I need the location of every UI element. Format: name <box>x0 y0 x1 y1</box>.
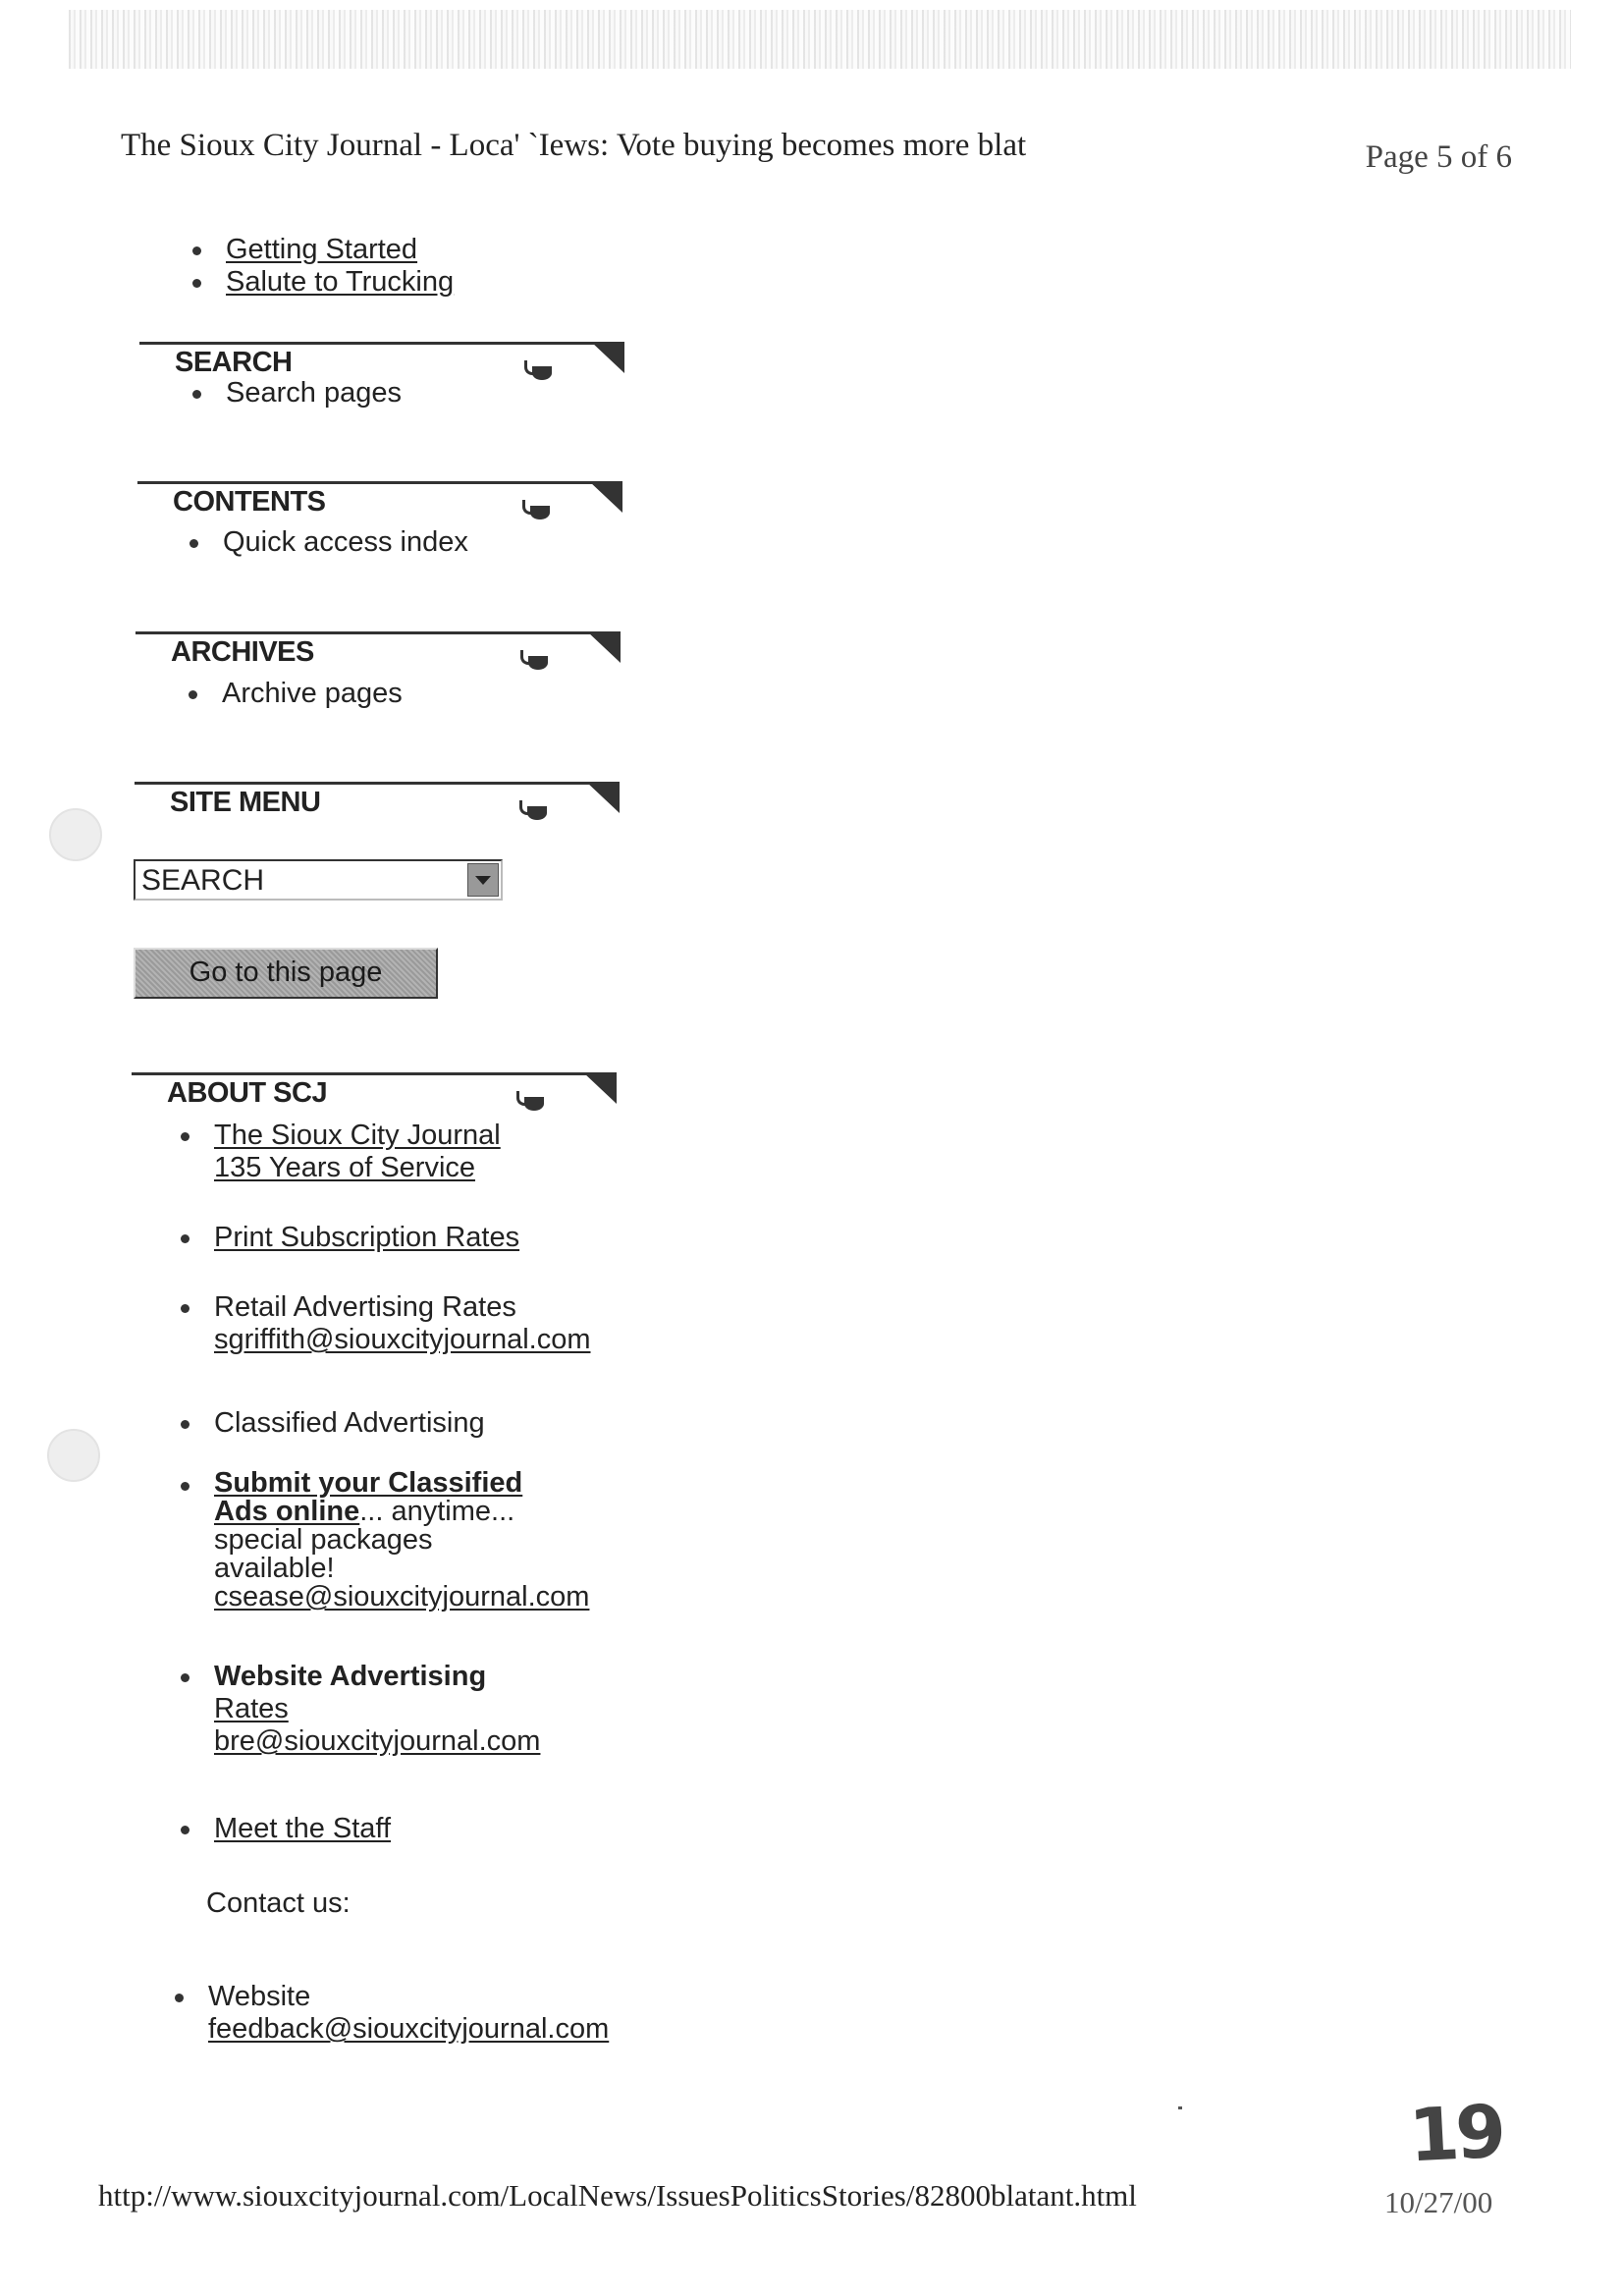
scroll-icon <box>527 806 547 820</box>
scroll-icon <box>524 1097 544 1111</box>
archives-section-header <box>135 631 617 683</box>
print-footer-url: http://www.siouxcityjournal.com/LocalNews/IssuesPoliticsStories/82800blatant.html <box>98 2178 1137 2213</box>
list-item <box>173 1407 591 1440</box>
list-item <box>185 234 454 266</box>
print-footer-date: 10/27/00 <box>1384 2185 1493 2219</box>
website-advertising-email-link[interactable]: bre@siouxcityjournal.com <box>214 1725 541 1757</box>
go-to-page-button[interactable]: Go to this page <box>134 948 438 999</box>
list-item <box>173 1661 591 1758</box>
list-item <box>173 1291 591 1356</box>
page-number: Page 5 of 6 <box>1365 139 1512 175</box>
retail-email-link[interactable]: sgriffith@siouxcityjournal.com <box>214 1324 591 1355</box>
getting-started-link[interactable]: Getting Started <box>226 234 418 265</box>
corner-triangle-icon <box>589 481 622 513</box>
available-text: available! <box>214 1553 335 1584</box>
salute-to-trucking-link[interactable]: Salute to Trucking <box>226 266 455 298</box>
list-item <box>173 1469 591 1612</box>
link-line: 135 Years of Service <box>214 1152 476 1183</box>
contents-list <box>182 526 468 559</box>
link-line: The Sioux City Journal <box>214 1120 501 1151</box>
about-section-header <box>132 1072 613 1124</box>
corner-triangle-icon <box>587 631 621 663</box>
print-title: The Sioux City Journal - Loca' `Iews: Vote buying becomes more blat <box>121 128 1027 163</box>
contact-us-label: Contact us: <box>206 1887 351 1919</box>
list-item <box>185 377 402 410</box>
search-pages-link[interactable]: Search pages <box>226 377 402 409</box>
search-list <box>185 377 402 410</box>
corner-triangle-icon <box>583 1072 617 1104</box>
contact-list <box>167 1981 609 2046</box>
corner-triangle-icon <box>591 342 624 373</box>
contents-heading: CONTENTS <box>173 486 326 518</box>
submit-classified-text: ... anytime... <box>359 1496 515 1527</box>
classified-advertising-label: Classified Advertising <box>214 1407 485 1439</box>
handwritten-page-number: 19 <box>1406 2089 1505 2179</box>
list-item <box>167 1981 609 2046</box>
site-menu-select[interactable] <box>134 859 503 901</box>
list-item <box>182 526 468 559</box>
archives-heading: ARCHIVES <box>171 636 314 668</box>
print-subscription-rates-link[interactable]: Print Subscription Rates <box>214 1222 520 1253</box>
list-item <box>185 266 454 299</box>
quick-access-index-link[interactable]: Quick access index <box>223 526 468 558</box>
list-item <box>173 1813 591 1845</box>
select-value: SEARCH <box>141 864 265 897</box>
list-item <box>173 1120 591 1184</box>
scroll-icon <box>532 366 552 380</box>
top-links-list <box>185 234 454 299</box>
scan-speck <box>1178 2106 1182 2109</box>
site-menu-section-header <box>135 782 616 834</box>
about-list <box>173 1120 591 1845</box>
link-line: Ads online <box>214 1496 360 1527</box>
website-advertising-label: Website Advertising <box>214 1661 487 1692</box>
corner-triangle-icon <box>586 782 620 813</box>
archives-list <box>181 678 403 710</box>
search-heading: SEARCH <box>175 347 293 378</box>
website-rates-link[interactable]: Rates <box>214 1693 289 1724</box>
archive-pages-link[interactable]: Archive pages <box>222 678 403 709</box>
sioux-city-journal-link[interactable] <box>214 1120 501 1183</box>
feedback-email-link[interactable]: feedback@siouxcityjournal.com <box>208 2013 610 2045</box>
chevron-down-icon[interactable] <box>467 863 499 897</box>
scan-noise-strip <box>69 10 1571 69</box>
retail-advertising-label: Retail Advertising Rates <box>214 1291 516 1323</box>
about-heading: ABOUT SCJ <box>167 1077 328 1109</box>
scroll-icon <box>530 506 550 519</box>
site-menu-heading: SITE MENU <box>170 787 321 818</box>
meet-the-staff-link[interactable]: Meet the Staff <box>214 1813 392 1844</box>
list-item <box>181 678 403 710</box>
special-packages-text: special packages <box>214 1524 433 1556</box>
link-line: Submit your Classified <box>214 1467 523 1499</box>
classified-email-link[interactable]: csease@siouxcityjournal.com <box>214 1581 590 1613</box>
punch-hole <box>49 808 102 861</box>
list-item <box>173 1222 591 1254</box>
print-header <box>121 128 1524 187</box>
scroll-icon <box>528 656 548 670</box>
punch-hole <box>47 1429 100 1482</box>
website-feedback-label: Website <box>208 1981 311 2012</box>
